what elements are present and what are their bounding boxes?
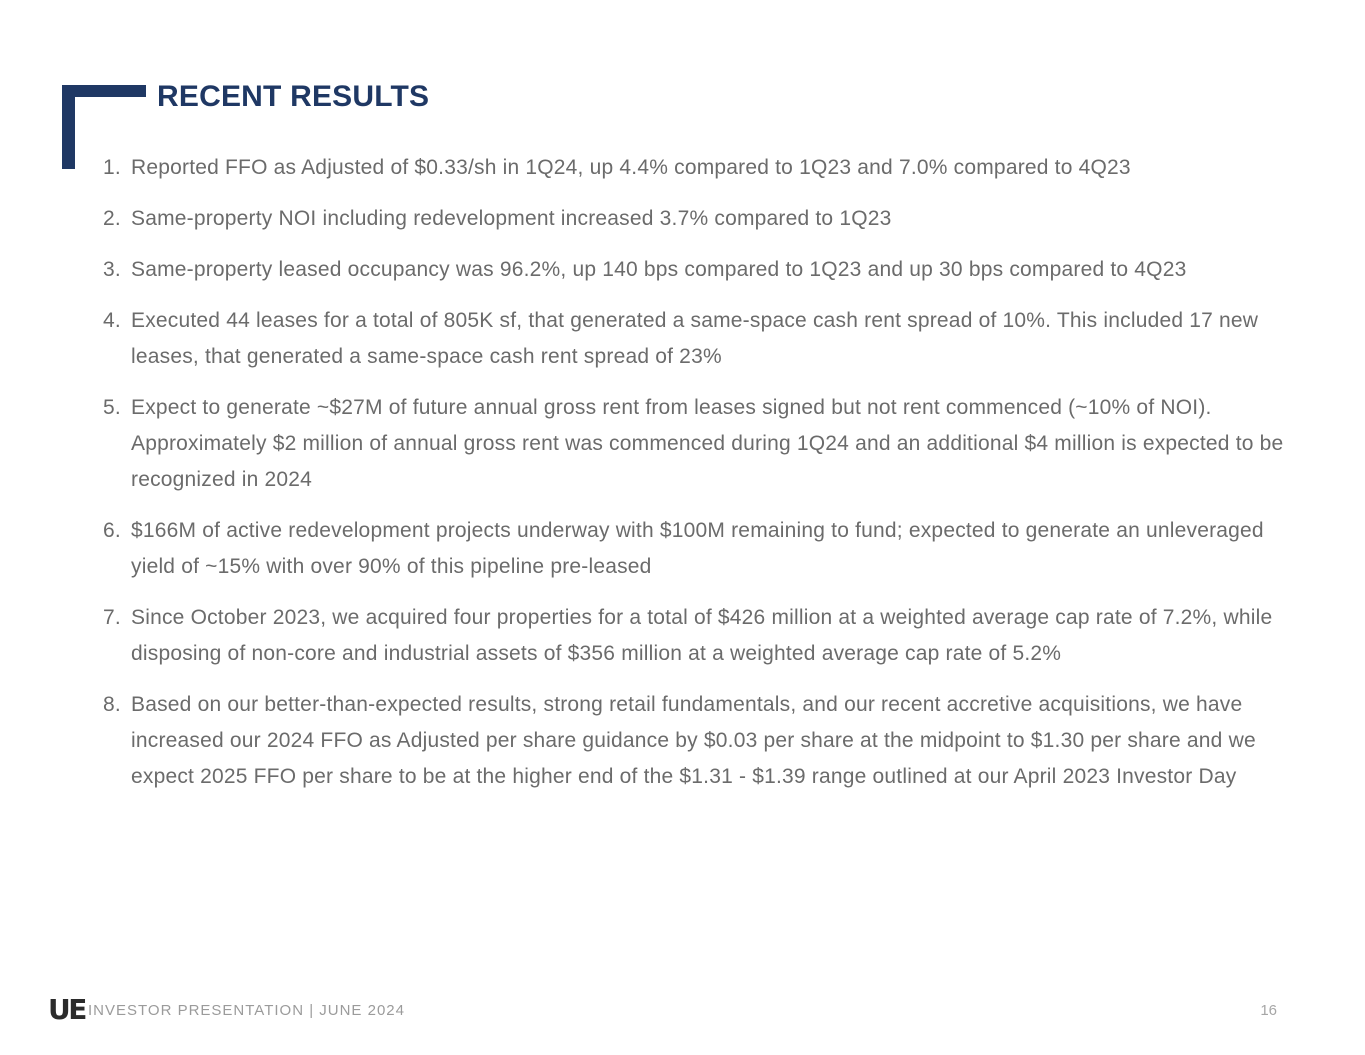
bullet-text: Based on our better-than-expected results, strong retail fundamentals, and our recent accretive acquisitions, we have increased our 2024 FFO as Adjusted per share guidance by $0.03 per share at the midpoint to $1.30 per share and we expect 2025 FFO per share to be at the higher end of the $1.31 - $1.39 range outlined at our April 2023 Investor Day — [131, 693, 1256, 788]
ue-logo: UE — [48, 993, 85, 1026]
page-number: 16 — [1260, 1002, 1277, 1019]
corner-bracket-horizontal — [62, 85, 146, 97]
bullet-text: Same-property NOI including redevelopment increased 3.7% compared to 1Q23 — [131, 207, 892, 230]
bullet-number: 4. — [103, 309, 121, 332]
bullet-text: $166M of active redevelopment projects underway with $100M remaining to fund; expected to generate an unleveraged yield of ~15% with over 90% of this pipeline pre-leased — [131, 519, 1264, 578]
footer-label: INVESTOR PRESENTATION | JUNE 2024 — [88, 1002, 405, 1019]
bullet-item — [103, 390, 1288, 498]
slide-footer — [0, 985, 1365, 1055]
bullet-text: Expect to generate ~$27M of future annual gross rent from leases signed but not rent commenced (~10% of NOI). Approximately $2 million of annual gross rent was commenced during 1Q24 and an additional $4 million is expected to be recognized in 2024 — [131, 396, 1284, 491]
bullet-number: 1. — [103, 156, 121, 179]
bullet-list — [103, 150, 1288, 810]
bullet-item — [103, 600, 1288, 672]
bullet-item — [103, 252, 1288, 288]
bullet-text: Since October 2023, we acquired four properties for a total of $426 million at a weighted average cap rate of 7.2%, while disposing of non-core and industrial assets of $356 million at a weighted average cap rate of 5.2% — [131, 606, 1273, 665]
bullet-text: Executed 44 leases for a total of 805K sf, that generated a same-space cash rent spread of 10%. This included 17 new leases, that generated a same-space cash rent spread of 23% — [131, 309, 1259, 368]
bullet-item — [103, 201, 1288, 237]
bullet-item — [103, 513, 1288, 585]
bullet-number: 5. — [103, 396, 121, 419]
bullet-item — [103, 150, 1288, 186]
bullet-item — [103, 303, 1288, 375]
bullet-item — [103, 687, 1288, 795]
bullet-text: Same-property leased occupancy was 96.2%, up 140 bps compared to 1Q23 and up 30 bps compared to 4Q23 — [131, 258, 1187, 281]
bullet-number: 3. — [103, 258, 121, 281]
bullet-number: 8. — [103, 693, 121, 716]
corner-bracket-vertical — [62, 85, 75, 169]
slide-title: RECENT RESULTS — [157, 80, 430, 113]
bullet-number: 2. — [103, 207, 121, 230]
bullet-number: 7. — [103, 606, 121, 629]
bullet-text: Reported FFO as Adjusted of $0.33/sh in 1Q24, up 4.4% compared to 1Q23 and 7.0% compared to 4Q23 — [131, 156, 1131, 179]
bullet-number: 6. — [103, 519, 121, 542]
